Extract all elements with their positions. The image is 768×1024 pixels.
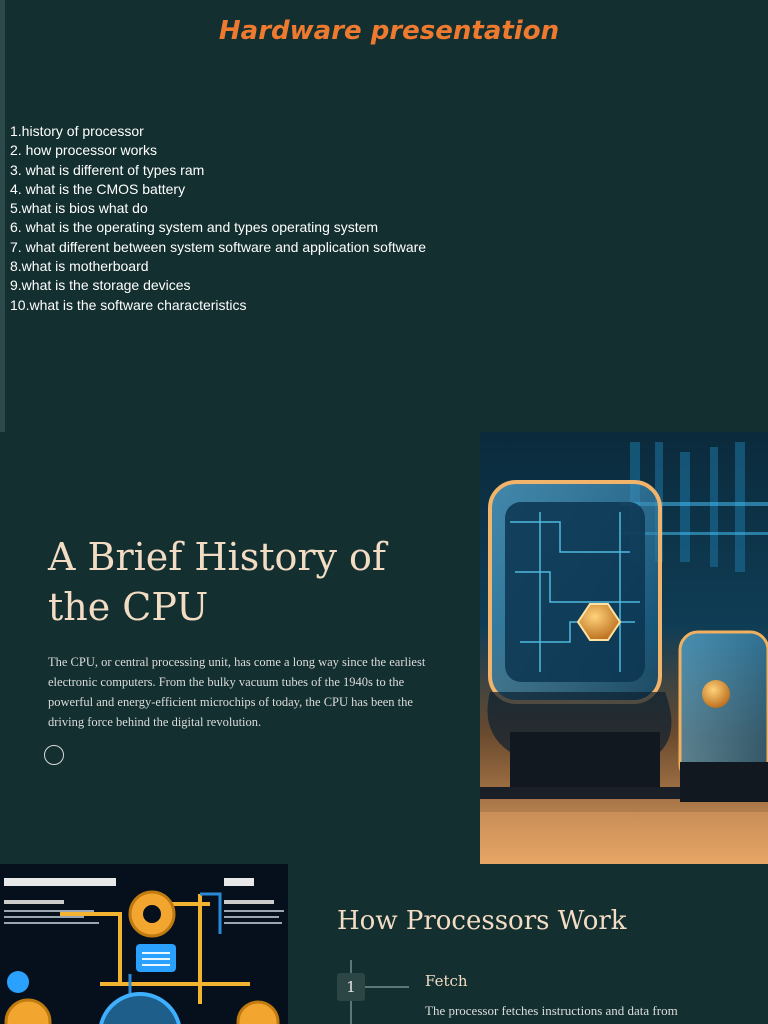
- agenda-item: 9.what is the storage devices: [10, 277, 191, 294]
- circle-decoration: [44, 745, 64, 765]
- agenda-item: 2. how processor works: [10, 142, 158, 159]
- step-number-badge: 1: [337, 973, 365, 1001]
- history-body-text: The CPU, or central processing unit, has come a long way since the earliest electronic computers. From the bulky vacuum tubes of the 1940s to the powerful and energy-efficient microchips of today, the CPU has been the driving force behind the digital revolution.: [48, 655, 426, 729]
- agenda-item: 10.what is the software characteristics: [10, 296, 247, 313]
- agenda-item: 6. what is the operating system and types operating system: [10, 219, 379, 236]
- agenda-item: 1.history of processor: [10, 123, 144, 139]
- slide-left-edge: [0, 0, 5, 432]
- agenda-slide: [0, 0, 768, 432]
- step-connector: [365, 986, 409, 988]
- processors-heading: How Processors Work: [337, 906, 627, 936]
- agenda-item: 8.what is motherboard: [10, 258, 149, 275]
- step-description: The processor fetches instructions and data from: [425, 1003, 678, 1018]
- agenda-item: 7. what different between system software and application software: [10, 238, 427, 255]
- agenda-item: 3. what is different of types ram: [10, 161, 205, 178]
- presentation-title: Hardware presentation: [218, 16, 560, 46]
- history-heading: A Brief History of the CPU: [48, 535, 386, 629]
- history-slide: [0, 432, 768, 864]
- agenda-item: 4. what is the CMOS battery: [10, 180, 186, 197]
- cpu-illustration-image: [480, 432, 768, 864]
- step-title: Fetch: [425, 972, 468, 990]
- agenda-list: [10, 122, 426, 315]
- agenda-item: 5.what is bios what do: [10, 200, 148, 217]
- processor-diagram-image: [0, 864, 288, 1024]
- how-processors-work-slide: [0, 864, 768, 1024]
